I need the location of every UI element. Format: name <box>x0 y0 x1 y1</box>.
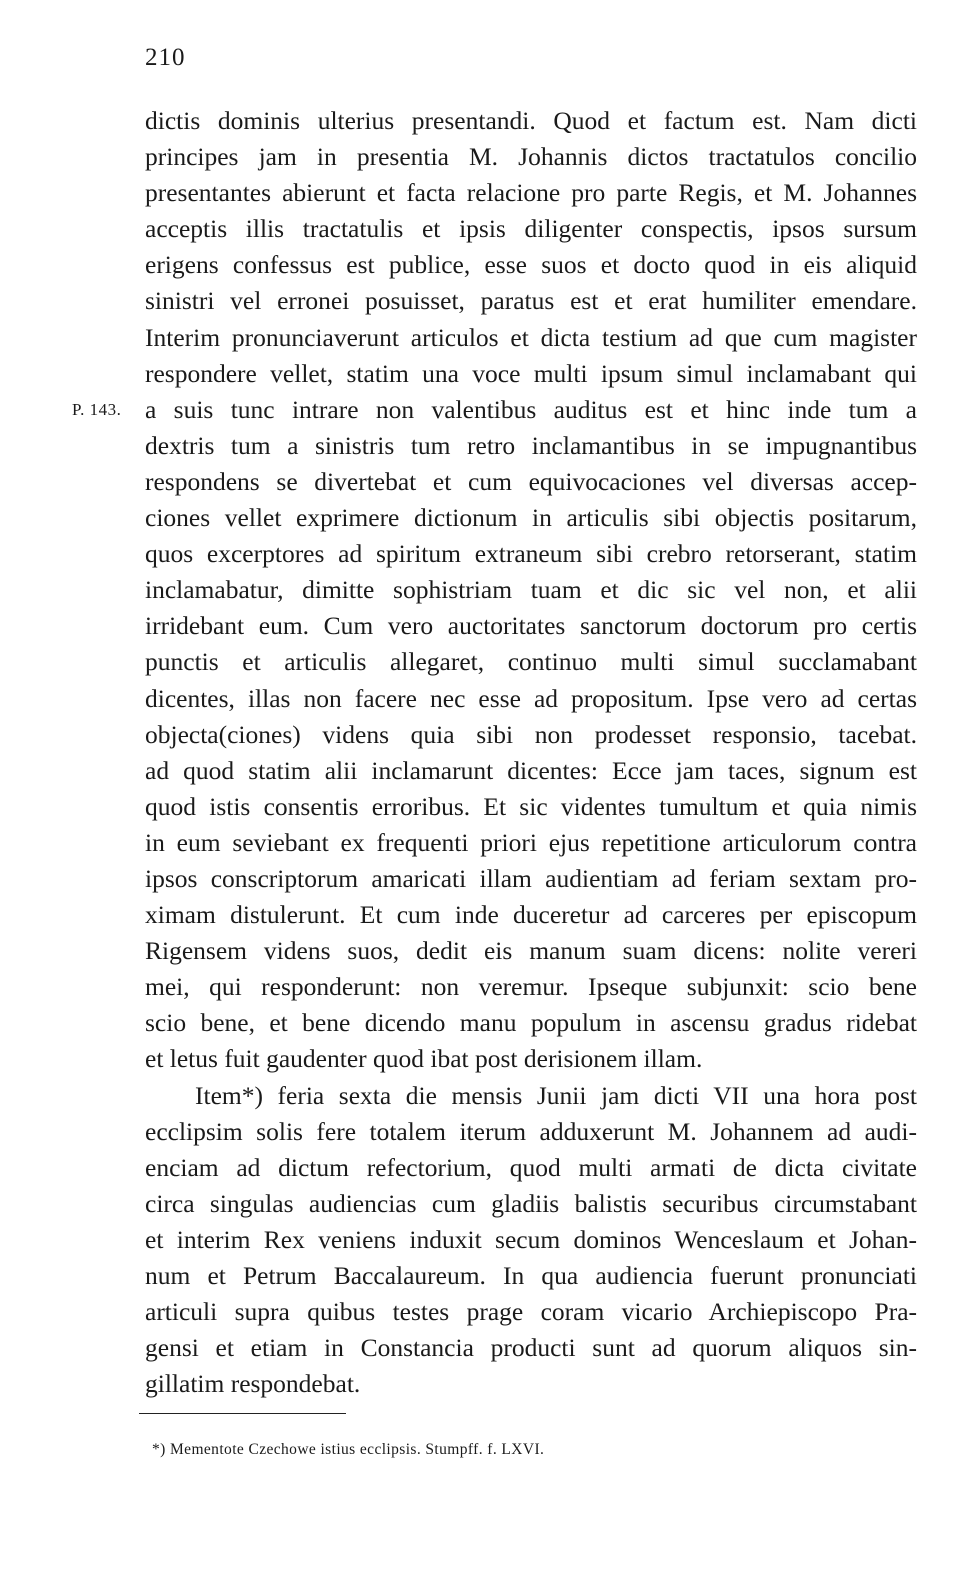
text-line: acceptis illis tractatulis et ipsis diligenter conspectis, ipsos sursum <box>145 214 917 244</box>
text-line: objecta(ciones) videns quia sibi non prodesset responsio, tacebat. <box>145 719 917 749</box>
text-line: in eum seviebant ex frequenti priori ejus repetitione articulorum contra <box>145 827 917 857</box>
text-line: quos excerptores ad spiritum extraneum sibi crebro retorserant, statim <box>145 539 917 569</box>
text-line: articuli supra quibus testes prage coram vicario Archiepiscopo Pra- <box>145 1297 917 1327</box>
text-line: dextris tum a sinistris tum retro inclamantibus in se impugnantibus <box>145 430 917 460</box>
text-line: scio bene, et bene dicendo manu populum in ascensu gradus ridebat <box>145 1008 917 1038</box>
body-text <box>145 103 917 1402</box>
text-line: principes jam in presentia M. Johannis dictos tractatulos concilio <box>145 142 917 172</box>
text-line: Item*) feria sexta die mensis Junii jam dicti VII una hora post <box>195 1080 917 1110</box>
text-line: punctis et articulis allegaret, continuo multi simul succlamabant <box>145 647 917 677</box>
footnote-rule <box>139 1413 346 1414</box>
text-line: ciones vellet exprimere dictionum in articulis sibi objectis positarum, <box>145 503 917 533</box>
text-line: enciam ad dictum refectorium, quod multi armati de dicta civitate <box>145 1152 917 1182</box>
page-number: 210 <box>145 44 186 71</box>
text-line: ipsos conscriptorum amaricati illam audientiam ad feriam sextam pro- <box>145 863 917 893</box>
text-line: a suis tunc intrare non valentibus auditus est et hinc inde tum a <box>145 394 917 424</box>
text-line: presentantes abierunt et facta relacione pro parte Regis, et M. Johannes <box>145 178 917 208</box>
text-line: ximam distulerunt. Et cum inde duceretur ad carceres per episcopum <box>145 900 917 930</box>
text-line: respondens se divertebat et cum equivocaciones vel diversas accep- <box>145 466 917 496</box>
text-line: et interim Rex veniens induxit secum dominos Wenceslaum et Johan- <box>145 1224 917 1254</box>
text-line: inclamabatur, dimitte sophistriam tuam et dic sic vel non, et alii <box>145 575 917 605</box>
text-line: Rigensem videns suos, dedit eis manum suam dicens: nolite vereri <box>145 936 917 966</box>
text-line: et letus fuit gaudenter quod ibat post derisionem illam. <box>145 1044 703 1074</box>
text-line: gillatim respondebat. <box>145 1369 361 1399</box>
text-line: irridebant eum. Cum vero auctoritates sanctorum doctorum pro certis <box>145 611 917 641</box>
text-line: ecclipsim solis fere totalem iterum adduxerunt M. Johannem ad audi- <box>145 1116 917 1146</box>
margin-page-reference: P. 143. <box>72 400 122 419</box>
text-line: ad quod statim alii inclamarunt dicentes: Ecce jam taces, signum est <box>145 755 917 785</box>
text-line: circa singulas audiencias cum gladiis balistis securibus circumstabant <box>145 1188 917 1218</box>
text-line: dictis dominis ulterius presentandi. Quod et factum est. Nam dicti <box>145 106 917 135</box>
text-line: respondere vellet, statim una voce multi ipsum simul inclamabant qui <box>145 358 917 388</box>
text-line: quod istis consentis erroribus. Et sic videntes tumultum et quia nimis <box>145 791 917 821</box>
text-line: sinistri vel erronei posuisset, paratus est et erat humiliter emendare. <box>145 286 917 316</box>
footnote: *) Mementote Czechowe istius ecclipsis. Stumpff. f. LXVI. <box>152 1441 545 1458</box>
text-line: dicentes, illas non facere nec esse ad propositum. Ipse vero ad certas <box>145 683 917 713</box>
text-line: gensi et etiam in Constancia producti sunt ad quorum aliquos sin- <box>145 1333 917 1363</box>
text-line: erigens confessus est publice, esse suos et docto quod in eis aliquid <box>145 250 917 280</box>
text-line: Interim pronunciaverunt articulos et dicta testium ad que cum magister <box>145 322 917 352</box>
text-line: mei, qui responderunt: non veremur. Ipseque subjunxit: scio bene <box>145 972 917 1002</box>
text-line: num et Petrum Baccalaureum. In qua audiencia fuerunt pronunciati <box>145 1261 917 1290</box>
